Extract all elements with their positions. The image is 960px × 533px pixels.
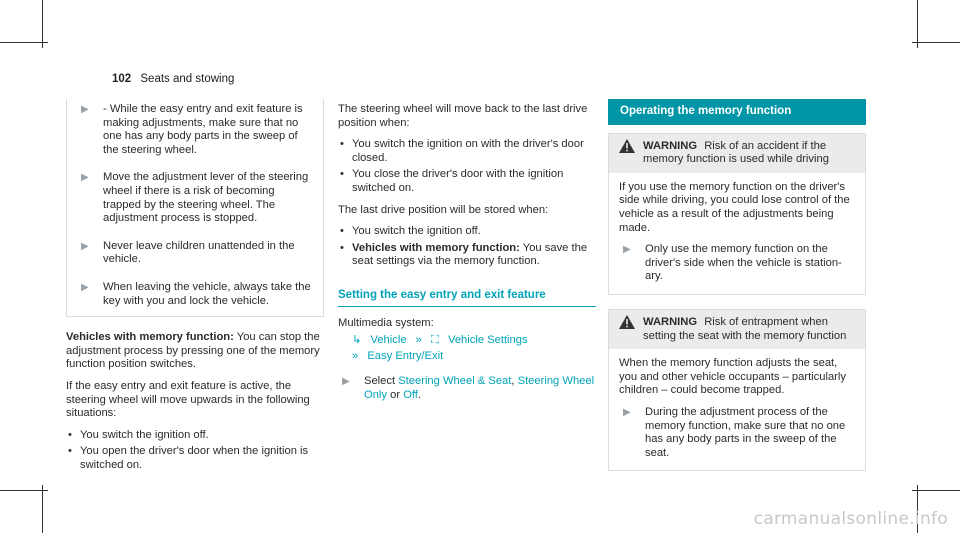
column-middle	[338, 99, 596, 403]
step-arrow-icon: ▶	[81, 172, 89, 184]
crop-mark	[0, 490, 48, 491]
stored-intro: The last drive position will be stored when:	[338, 203, 549, 216]
list-item: • You switch the ignition off.	[66, 429, 324, 443]
warning-triangle-icon	[619, 315, 635, 329]
warning-box	[608, 309, 866, 471]
section-title: Seats and stowing	[140, 73, 235, 85]
double-chevron-icon: »	[352, 349, 359, 362]
warning-box	[608, 133, 866, 295]
step-arrow-icon: ▶	[623, 406, 631, 418]
list-item: • You switch the ignition off.	[338, 225, 596, 239]
warning-body: If you use the memory function on the driver's side while driving, you could lose control of the vehicle as a result of the adjustments being made. ▶ Only use the memory function on the driver's side when the vehicle is station-ary.	[609, 173, 865, 294]
car-seat-icon: ⛶	[431, 334, 439, 347]
page-header	[112, 73, 234, 87]
step-arrow-icon: ▶	[342, 376, 350, 388]
step-item: ▶ Move the adjustment lever of the steering wheel if there is a risk of becoming trapped by the steering wheel. The adjustment process is stopped.	[81, 171, 309, 225]
step-item: ▶ - While the easy entry and exit feature is making adjustments, make sure that no one has any body parts in the sweep of the steering wheel.	[81, 103, 303, 156]
list-item: • Vehicles with memory function: You save the seat settings via the memory function.	[338, 242, 596, 269]
crop-mark	[912, 42, 960, 43]
crop-mark	[42, 0, 43, 48]
list-item: • You open the driver's door when the ignition is switched on.	[66, 445, 324, 472]
multimedia-label: Multimedia system:	[338, 316, 434, 329]
move-back-intro: The steering wheel will move back to the last drive position when:	[338, 103, 588, 129]
step-arrow-icon: ▶	[81, 281, 89, 293]
situations-list	[66, 429, 324, 473]
column-right	[608, 99, 866, 481]
section-title-bar: Operating the memory function	[608, 99, 866, 125]
step-arrow-icon: ▶	[81, 104, 89, 115]
option-link: Steering Wheel Only	[364, 375, 595, 401]
warning-triangle-icon	[619, 139, 635, 153]
step-item: ▶ Only use the memory function on the driver's side when the vehicle is station-ary.	[623, 243, 842, 283]
column-left	[66, 99, 324, 480]
crop-mark	[0, 42, 48, 43]
steps-box	[66, 99, 324, 317]
menu-path-vehicle: ↳ Vehicle » ⛶ Vehicle Settings	[352, 334, 528, 347]
option-link: Steering Wheel & Seat	[398, 375, 512, 388]
menu-path-easy-entry: » Easy Entry/Exit	[352, 349, 444, 362]
stored-list	[338, 225, 596, 269]
warning-header: WARNING Risk of an accident if the memory function is used while driving	[609, 134, 865, 173]
list-item: • You close the driver's door with the ignition switched on.	[338, 168, 596, 195]
double-chevron-icon: »	[415, 334, 422, 347]
move-back-list	[338, 138, 596, 195]
return-arrow-icon: ↳	[352, 334, 362, 347]
warning-header: WARNING Risk of entrapment when setting the seat with the memory function	[609, 310, 865, 349]
situations-intro: If the easy entry and exit feature is active, the steering wheel will move upwards in the following situations:	[66, 379, 310, 420]
list-item: • You switch the ignition on with the driver's door closed.	[338, 138, 596, 165]
crop-mark	[917, 0, 918, 48]
crop-mark	[42, 485, 43, 533]
step-item: ▶ Never leave children unattended in the vehicle.	[81, 239, 295, 266]
step-item: ▶ Select Steering Wheel & Seat, Steering Wheel Only or Off.	[342, 375, 595, 401]
option-link: Off	[403, 388, 418, 401]
step-arrow-icon: ▶	[81, 240, 89, 252]
watermark: carmanualsonline.info	[753, 509, 948, 530]
step-arrow-icon: ▶	[623, 244, 631, 256]
memory-note: Vehicles with memory function: You can stop the adjustment process by pressing one of the memory function position switches.	[66, 331, 320, 371]
step-item: ▶ When leaving the vehicle, always take the key with you and lock the vehicle.	[81, 280, 311, 307]
step-item: ▶ During the adjustment process of the memory function, make sure that no one has any body parts in the sweep of the seat.	[623, 405, 846, 459]
page-number: 102	[112, 73, 132, 85]
warning-body: When the memory function adjusts the seat, you and other vehicle occupants – particularly children – could become trapped. ▶ During the adjustment process of the memory function, make sure that no one has any body parts in the sweep of the seat.	[609, 349, 865, 470]
section-heading: Setting the easy entry and exit feature	[338, 289, 596, 307]
crop-mark	[912, 490, 960, 491]
